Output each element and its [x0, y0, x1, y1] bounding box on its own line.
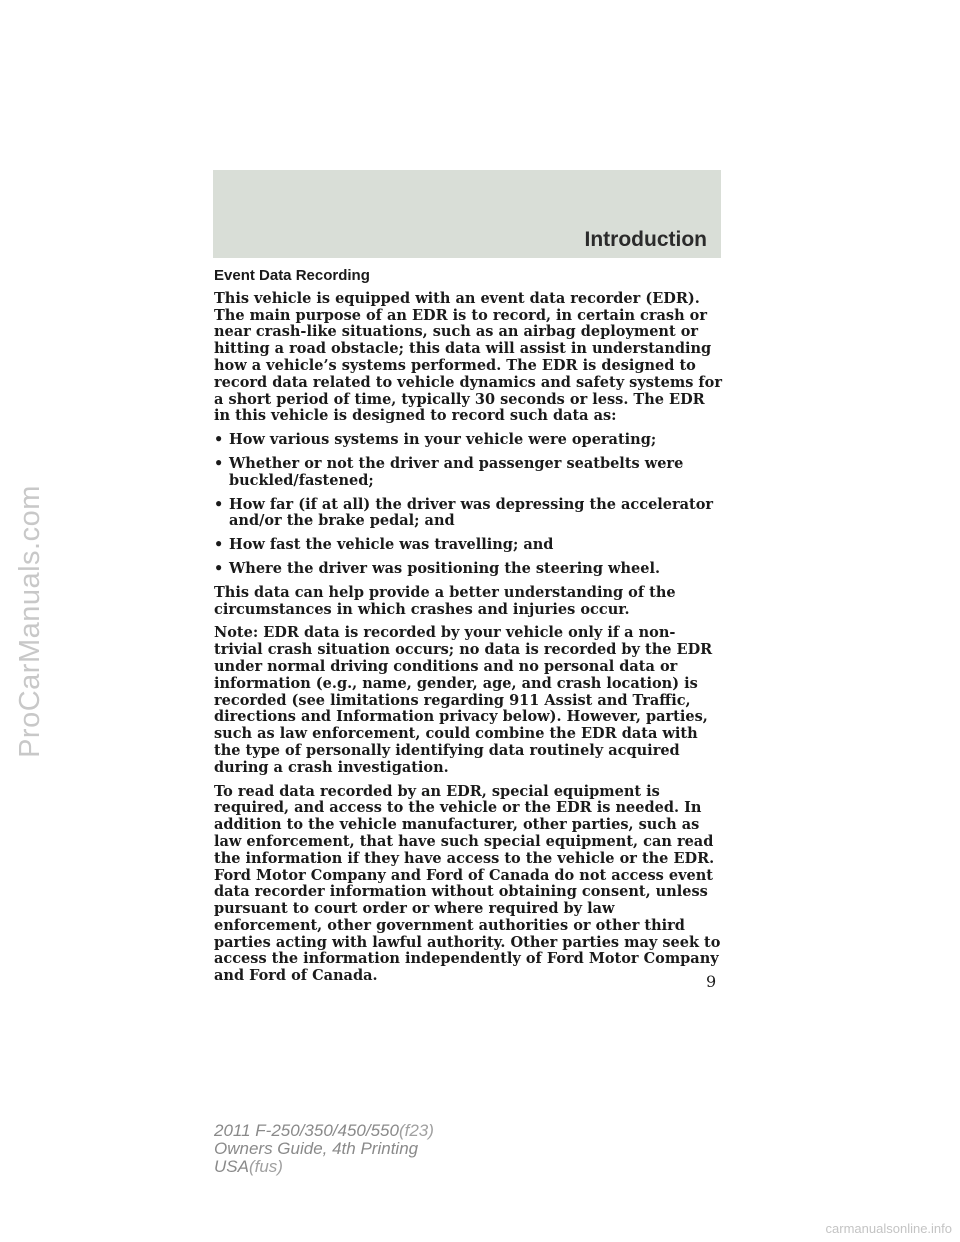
list-item-text: How various systems in your vehicle were operating;: [229, 431, 657, 449]
access-paragraph: To read data recorded by an EDR, special equipment is required, and access to the vehicle or the EDR is needed. In addition to the vehicle manufacturer, other parties, such as law enforcement, that have such special equipment, can read the information if they have access to the vehicle or the EDR. Ford Motor Company and Ford of Canada do not access event data recorder information without obtaining consent, unless pursuant to court order or where required by law enforcement, other government authorities or other third parties acting with lawful authority. Other parties may seek to access the information independently of Ford Motor Company and Ford of Canada.: [214, 782, 721, 985]
section-header: [213, 170, 721, 258]
footer-market: USA: [214, 1157, 249, 1176]
footer: [214, 1122, 434, 1176]
footer-model-code: (f23): [398, 1121, 434, 1140]
list-item: [214, 537, 724, 554]
footer-line-market: [214, 1158, 434, 1176]
bullet-icon: •: [214, 559, 224, 577]
side-watermark: [2, 0, 58, 1242]
bottom-watermark: carmanualsonline.info: [825, 1221, 952, 1236]
list-item: [214, 497, 724, 531]
list-item-text: How fast the vehicle was travelling; and: [229, 536, 554, 554]
list-item-text: How far (if at all) the driver was depressing the accelerator and/or the brake pedal; and: [229, 495, 714, 530]
section-title: Introduction: [584, 228, 707, 251]
list-item: [214, 561, 724, 578]
bullet-icon: •: [214, 454, 224, 472]
section-heading: Event Data Recording: [214, 267, 370, 284]
footer-model: 2011 F-250/350/450/550: [214, 1121, 399, 1140]
list-item: [214, 456, 724, 490]
page-content: [214, 268, 724, 992]
list-item-text: Whether or not the driver and passenger seatbelts were buckled/fastened;: [229, 454, 684, 489]
bullet-icon: •: [214, 536, 224, 554]
understanding-paragraph: This data can help provide a better understanding of the circumstances in which crashes and injuries occur.: [214, 583, 676, 618]
list-item: [214, 432, 724, 449]
footer-line-model: [214, 1122, 434, 1140]
footer-line-guide: Owners Guide, 4th Printing: [214, 1139, 419, 1158]
note-paragraph: Note: EDR data is recorded by your vehicle only if a non-trivial crash situation occurs; no data is recorded by the EDR under normal driving conditions and no personal data or information (e.g., name, gender, age, and crash location) is recorded (see limitations regarding 911 Assist and Traffic, directions and Information privacy below). However, parties, such as law enforcement, could combine the EDR data with the type of personally identifying data routinely acquired during a crash investigation.: [214, 624, 713, 776]
side-watermark-text: ProCarManuals.com: [13, 484, 46, 758]
footer-market-code: (fus): [248, 1157, 283, 1176]
intro-paragraph: This vehicle is equipped with an event data recorder (EDR). The main purpose of an EDR is to record, in certain crash or near crash-like situations, such as an airbag deployment or hitting a road obstacle; this data will assist in understanding how a vehicle’s systems performed. The EDR is designed to record data related to vehicle dynamics and safety systems for a short period of time, typically 30 seconds or less. The EDR in this vehicle is designed to record such data as:: [214, 289, 722, 425]
list-item-text: Where the driver was positioning the steering wheel.: [229, 559, 661, 577]
page-number: 9: [706, 972, 717, 991]
bullet-icon: •: [214, 495, 224, 513]
bullet-icon: •: [214, 431, 224, 449]
recorded-data-list: [214, 432, 724, 578]
